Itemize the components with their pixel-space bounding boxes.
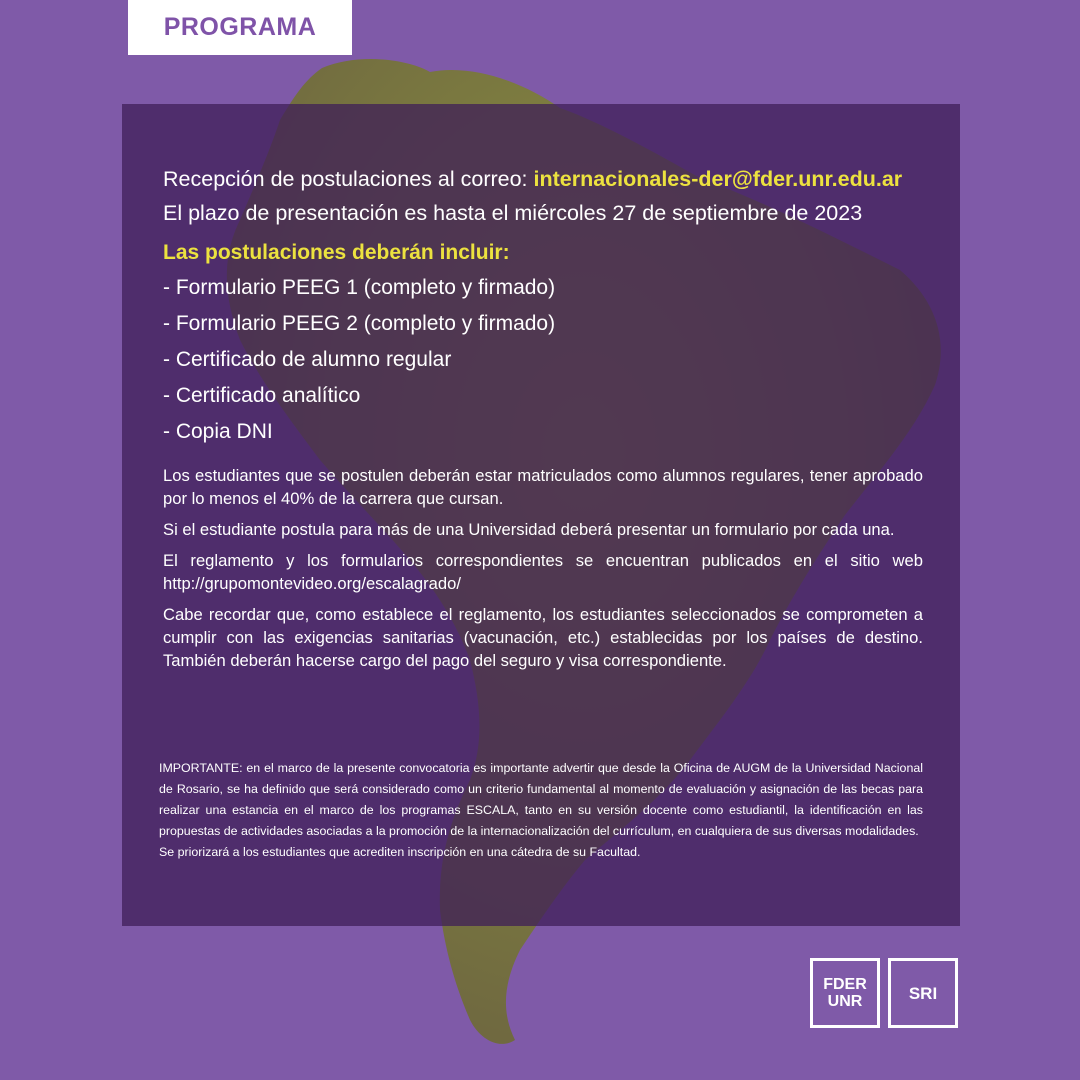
program-tag: PROGRAMA [128,0,352,55]
requirement-item: - Formulario PEEG 2 (completo y firmado) [163,312,556,335]
sri-logo [888,958,958,1028]
sri-logo-text: SRI [908,983,938,1003]
fder-logo-line1: FDER [823,976,867,993]
email-link[interactable]: internacionales-der@fder.unr.edu.ar [533,167,903,191]
fder-logo-line2: UNR [827,993,863,1010]
email-line [163,162,943,196]
requirements-heading: Las postulaciones deberán incluir: [163,241,510,264]
info-panel [122,104,960,926]
email-prefix: Recepción de postulaciones al correo: [163,167,534,191]
requirement-item: - Copia DNI [163,420,273,443]
paragraph-eligibility: Los estudiantes que se postulen deberán estar matriculados como alumnos regulares, tener aprobado por lo menos el 40% de la carrera que cursan. [163,466,923,508]
important-text: IMPORTANTE: en el marco de la presente convocatoria es importante advertir que desde la Oficina de AUGM de la Universidad Nacional de Rosario, se ha definido que será considerado como un criterio fundamental al momento de evaluación y asignación de las becas para realizar una estancia en el marco de los programas ESCALA, tanto en su versión docente como estudiantil, la identificación en las propuestas de actividades asociadas a la promoción de la internacionalización del currículum, en cualquiera de sus diversas modalidades. [159,761,923,838]
paragraph-regulations-link: El reglamento y los formularios correspondientes se encuentran publicados en el sitio web http://grupomontevideo.org/escalagrado/ [163,551,923,593]
important-notice [159,758,923,863]
paragraph-obligations: Cabe recordar que, como establece el reglamento, los estudiantes seleccionados se comprometen a cumplir con las exigencias sanitarias (vacunación, etc.) establecidas por los países de destino. También deberán hacerse cargo del pago del seguro y visa correspondiente. [163,605,923,670]
main-content [163,162,943,672]
deadline-line: El plazo de presentación es hasta el miércoles 27 de septiembre de 2023 [163,201,863,225]
priority-note: Se priorizará a los estudiantes que acrediten inscripción en una cátedra de su Facultad. [159,845,641,859]
requirement-item: - Certificado de alumno regular [163,348,452,371]
paragraph-multiple-universities: Si el estudiante postula para más de una Universidad deberá presentar un formulario por cada una. [163,520,895,539]
requirement-item: - Formulario PEEG 1 (completo y firmado) [163,276,556,299]
requirement-item: - Certificado analítico [163,384,361,407]
fder-unr-logo [810,958,880,1028]
